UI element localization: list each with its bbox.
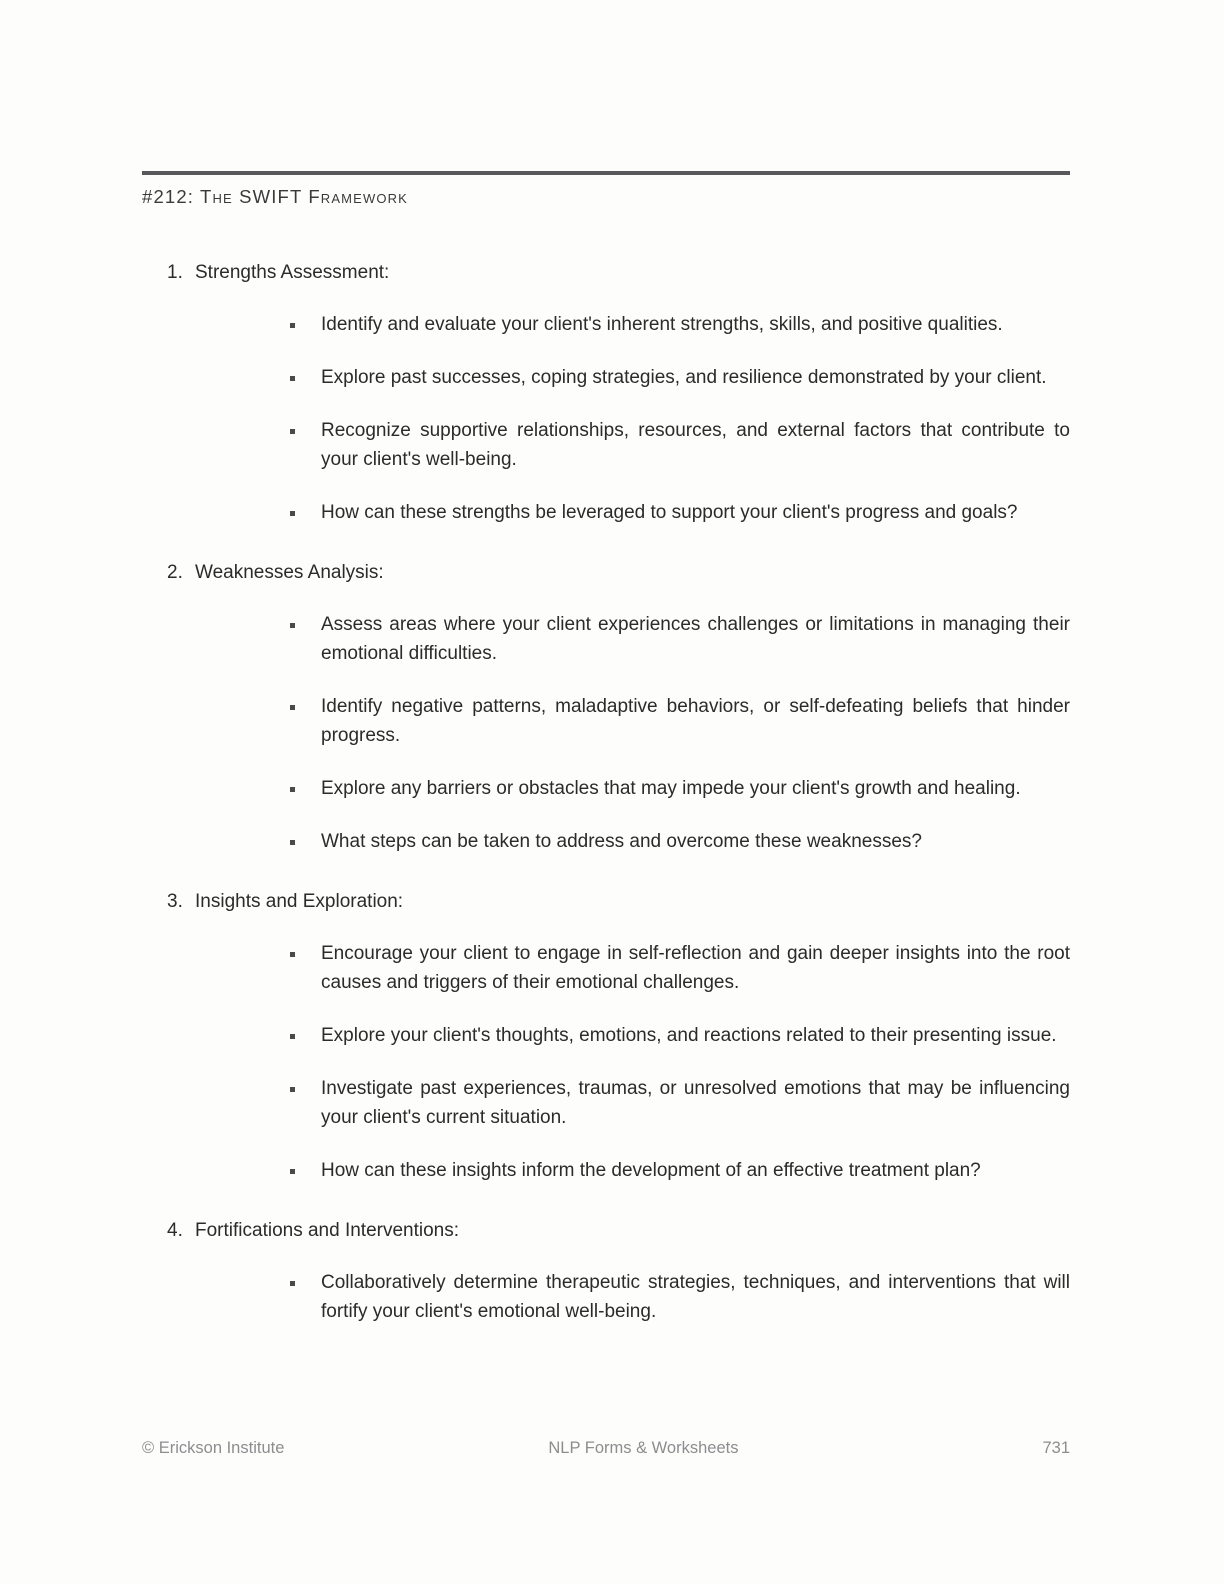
footer-copyright: © Erickson Institute (142, 1439, 285, 1457)
bullet-list-item (195, 1268, 1070, 1326)
page-title: #212: The SWIFT Framework (142, 186, 408, 207)
section-label: Fortifications and Interventions: (195, 1220, 460, 1241)
bullet-text: Explore any barriers or obstacles that may impede your client's growth and healing. (321, 778, 1021, 799)
bullet-dot-icon (290, 323, 295, 328)
page-header (142, 171, 1070, 208)
section-label: Strengths Assessment: (195, 262, 390, 283)
bullet-list-item (195, 416, 1070, 474)
bullet-list (195, 1268, 1070, 1326)
bullet-text: Explore past successes, coping strategies, and resilience demonstrated by your client. (321, 367, 1047, 388)
outline-list (142, 258, 1070, 1332)
bullet-list-item (195, 692, 1070, 750)
footer-document-title: NLP Forms & Worksheets (548, 1439, 739, 1457)
bullet-text: Explore your client's thoughts, emotions, and reactions related to their presenting issue. (321, 1025, 1057, 1046)
bullet-list-item (195, 1156, 1070, 1185)
bullet-dot-icon (290, 1169, 295, 1174)
bullet-text: Identify negative patterns, maladaptive behaviors, or self-defeating beliefs that hinder progress. (321, 696, 1070, 746)
bullet-list (195, 310, 1070, 527)
page-footer (142, 1437, 1070, 1459)
section-label: Insights and Exploration: (195, 891, 404, 912)
bullet-list-item (195, 310, 1070, 339)
section-label: Weaknesses Analysis: (195, 562, 384, 583)
section-number: 3. (167, 891, 183, 912)
bullet-list-item (195, 498, 1070, 527)
bullet-list-item (195, 363, 1070, 392)
bullet-dot-icon (290, 429, 295, 434)
numbered-section (142, 887, 1070, 1185)
bullet-text: What steps can be taken to address and overcome these weaknesses? (321, 831, 922, 852)
bullet-list-item (195, 939, 1070, 997)
bullet-dot-icon (290, 1034, 295, 1039)
bullet-text: Encourage your client to engage in self-reflection and gain deeper insights into the root causes and triggers of their emotional challenges. (321, 943, 1070, 993)
bullet-dot-icon (290, 1281, 295, 1286)
numbered-section (142, 1216, 1070, 1326)
bullet-text: Investigate past experiences, traumas, or unresolved emotions that may be influencing your client's current situation. (321, 1078, 1070, 1128)
bullet-list-item (195, 1021, 1070, 1050)
section-number: 1. (167, 262, 183, 283)
bullet-dot-icon (290, 1087, 295, 1092)
section-number: 2. (167, 562, 183, 583)
bullet-list (195, 610, 1070, 856)
numbered-section (142, 258, 1070, 527)
bullet-text: How can these insights inform the development of an effective treatment plan? (321, 1160, 981, 1181)
bullet-list (195, 939, 1070, 1185)
bullet-dot-icon (290, 376, 295, 381)
bullet-list-item (195, 827, 1070, 856)
bullet-text: Identify and evaluate your client's inherent strengths, skills, and positive qualities. (321, 314, 1003, 335)
bullet-text: How can these strengths be leveraged to support your client's progress and goals? (321, 502, 1018, 523)
header-divider-rule (142, 171, 1070, 175)
bullet-text: Recognize supportive relationships, resources, and external factors that contribute to your client's well-being. (321, 420, 1070, 470)
bullet-dot-icon (290, 787, 295, 792)
bullet-dot-icon (290, 511, 295, 516)
bullet-dot-icon (290, 705, 295, 710)
section-number: 4. (167, 1220, 183, 1241)
bullet-dot-icon (290, 952, 295, 957)
bullet-list-item (195, 610, 1070, 668)
footer-page-number: 731 (1042, 1439, 1070, 1457)
bullet-list-item (195, 1074, 1070, 1132)
bullet-dot-icon (290, 840, 295, 845)
numbered-section (142, 558, 1070, 856)
bullet-text: Collaboratively determine therapeutic strategies, techniques, and interventions that will fortify your client's emotional well-being. (321, 1272, 1070, 1322)
bullet-list-item (195, 774, 1070, 803)
bullet-text: Assess areas where your client experiences challenges or limitations in managing their emotional difficulties. (321, 614, 1070, 664)
bullet-dot-icon (290, 623, 295, 628)
